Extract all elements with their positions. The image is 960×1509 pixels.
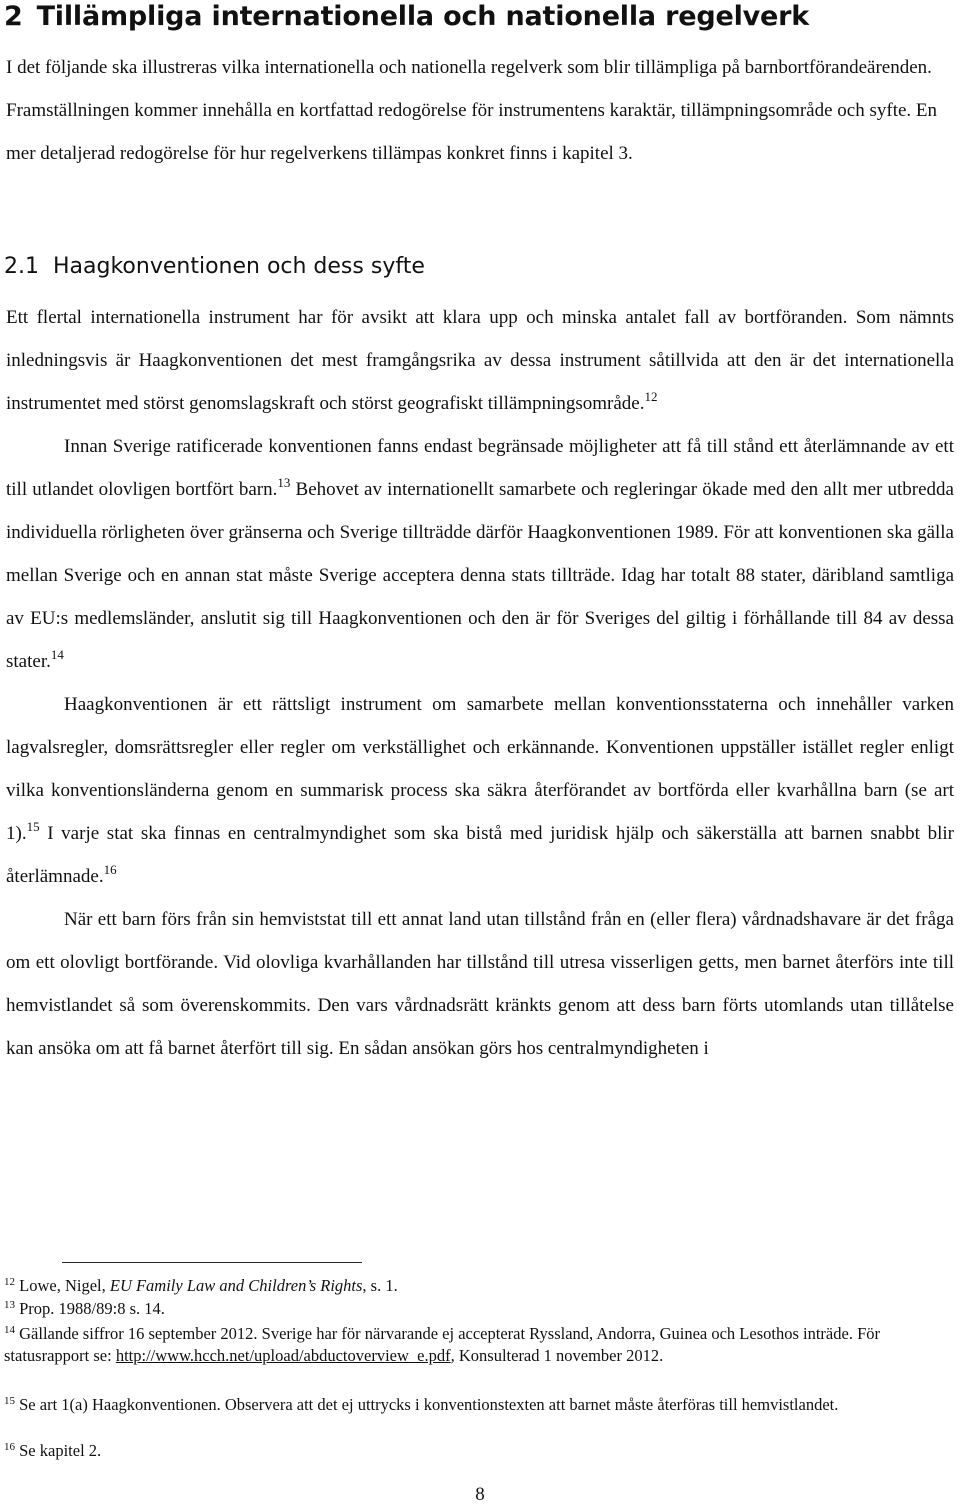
chapter-number: 2 xyxy=(4,1,23,32)
footnote-13-text: Prop. 1988/89:8 s. 14. xyxy=(19,1299,165,1318)
paragraph-2-text-a: Innan Sverige ratificerade konventionen fanns endast begränsade möjligheter att få till stånd ett återlämnande av ett till utlandet olovligen bortfört barn. xyxy=(6,436,954,500)
footnote-13-number: 13 xyxy=(4,1299,15,1311)
paragraph-4-text: När ett barn förs från sin hemviststat till ett annat land utan tillstånd från en (eller flera) vårdnadshavare är det fråga om ett olovligt bortförande. Vid olovliga kvarhållanden har tillstånd till utresa visserligen getts, men barnet återförs inte till hemvistlandet så som överenskommits. Den vars vårdnadsrätt kränkts genom att dess barn förts utomlands utan tillåtelse kan ansöka om att få barnet återfört till sig. En sådan ansökan görs hos centralmyndigheten i xyxy=(6,909,954,1059)
section-title: Haagkonventionen och dess syfte xyxy=(53,254,425,279)
footnote-14 xyxy=(4,1323,944,1367)
chapter-title: Tillämpliga internationella och nationella regelverk xyxy=(36,1,810,32)
paragraph-2-text-b: Behovet av internationellt samarbete och regleringar ökade med den allt mer utbredda individuella rörligheten över gränserna och Sverige tillträdde därför Haagkonventionen 1989. För att konventionen ska gälla mellan Sverige och en annan stat måste Sverige acceptera denna stats tillträde. Idag har totalt 88 stater, däribland samtliga av EU:s medlemsländer, anslutit sig till Haagkonventionen och den är för Sveriges del giltig i förhållande till 84 av dessa stater. xyxy=(6,479,954,672)
footnote-15 xyxy=(4,1394,944,1416)
section-number: 2.1 xyxy=(4,254,39,279)
page-number: 8 xyxy=(475,1484,485,1505)
paragraph-3-text-a: Haagkonventionen är ett rättsligt instrument om samarbete mellan konventionsstaterna och innehåller varken lagvalsregler, domsrättsregler eller regler om verkställighet och erkännande. Konventionen uppställer istället regler enligt vilka konventionsländerna genom en summarisk process ska säkra återförandet av bortförda eller kvarhållna barn (se art 1). xyxy=(6,694,954,844)
status-report-link[interactable]: http://www.hcch.net/upload/abductoverview_e.pdf xyxy=(115,1346,451,1365)
footnote-12 xyxy=(4,1275,944,1297)
footnote-16-number: 16 xyxy=(4,1441,15,1453)
footnote-16-text: Se kapitel 2. xyxy=(19,1441,102,1460)
footnote-ref-15[interactable]: 15 xyxy=(26,819,40,834)
intro-text: I det följande ska illustreras vilka internationella och nationella regelverk som blir tillämpliga på barnbortförandeärenden. Framställningen kommer innehålla en kortfattad redogörelse för instrumentens karaktär, tillämpningsområde och syfte. En mer detaljerad redogörelse för hur regelverkens tillämpas konkret finns i kapitel 3. xyxy=(6,57,938,164)
footnote-ref-14[interactable]: 14 xyxy=(50,647,64,662)
section-heading xyxy=(4,252,425,282)
footnote-12-number: 12 xyxy=(4,1276,15,1288)
footnote-15-text: Se art 1(a) Haagkonventionen. Observera att det ej uttrycks i konventionstexten att barnet måste återföras till hemvistlandet. xyxy=(19,1395,839,1414)
paragraph-3-text-b: I varje stat ska finnas en centralmyndighet som ska bistå med juridisk hjälp och säkerställa att barnen snabbt blir återlämnade. xyxy=(6,823,954,887)
footnote-12-title: EU Family Law and Children’s Rights xyxy=(109,1276,363,1295)
footnote-separator xyxy=(62,1262,362,1263)
footnote-16 xyxy=(4,1440,944,1462)
footnote-14-number: 14 xyxy=(4,1324,15,1336)
paragraph-1 xyxy=(6,296,954,425)
paragraph-3 xyxy=(6,683,954,898)
footnote-12-page: , s. 1. xyxy=(362,1276,398,1295)
footnote-ref-16[interactable]: 16 xyxy=(103,862,117,877)
footnote-13 xyxy=(4,1298,944,1320)
intro-paragraph xyxy=(6,46,954,175)
footnote-14-consulted: , Konsulterad 1 november 2012. xyxy=(450,1346,664,1365)
footnote-14-text: Gällande siffror 16 september 2012. Sverige har för närvarande ej accepterat Ryssland, Andorra, Guinea och Lesothos inträde. För statusrapport se: xyxy=(4,1324,880,1365)
section-body xyxy=(6,296,954,1070)
footnote-ref-12[interactable]: 12 xyxy=(644,389,658,404)
footnote-ref-13[interactable]: 13 xyxy=(277,475,291,490)
paragraph-2 xyxy=(6,425,954,683)
paragraph-1-text: Ett flertal internationella instrument har för avsikt att klara upp och minska antalet fall av bortföranden. Som nämnts inledningsvis är Haagkonventionen det mest framgångsrika av dessa instrument såtillvida att den är det internationella instrumentet med störst genomslagskraft och störst geografiskt tillämpningsområde. xyxy=(6,307,954,414)
chapter-heading xyxy=(4,0,809,34)
footnote-15-number: 15 xyxy=(4,1395,15,1407)
footnote-12-author: Lowe, Nigel, xyxy=(19,1276,110,1295)
paragraph-4 xyxy=(6,898,954,1070)
